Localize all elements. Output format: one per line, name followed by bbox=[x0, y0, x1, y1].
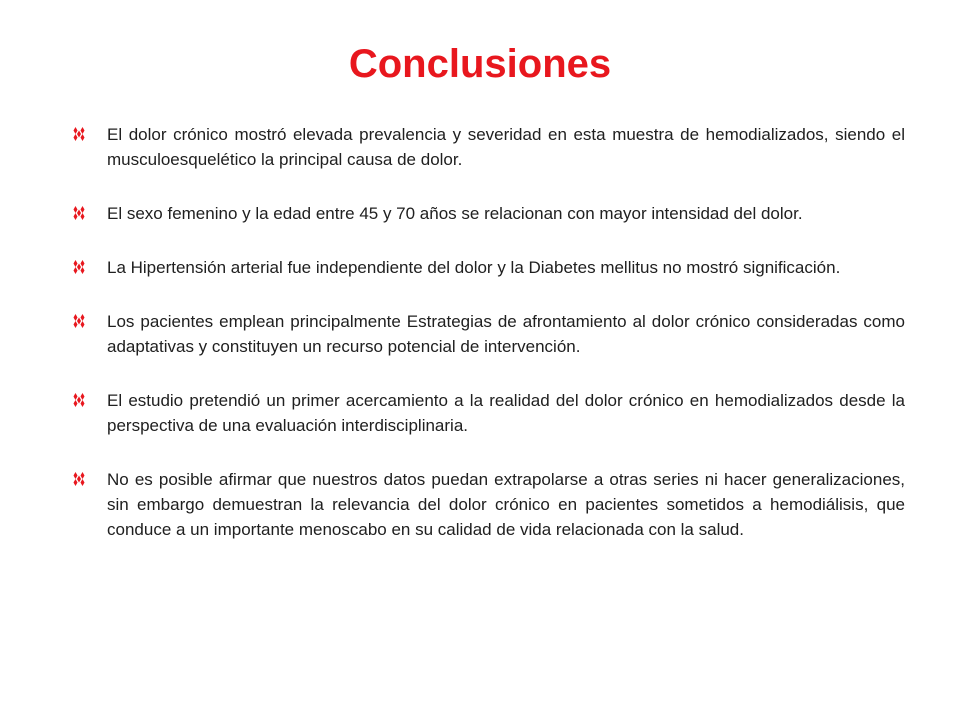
bullet-text: El sexo femenino y la edad entre 45 y 70 años se relacionan con mayor intensidad del dolor. bbox=[107, 204, 803, 223]
bullet-text: El dolor crónico mostró elevada prevalencia y severidad en esta muestra de hemodializados, siendo el musculoesquelético la principal causa de dolor. bbox=[107, 125, 905, 169]
diamond-four-icon bbox=[72, 314, 92, 328]
slide-title: Conclusiones bbox=[348, 42, 612, 86]
diamond-four-icon bbox=[72, 206, 92, 220]
bullet-text: Los pacientes emplean principalmente Estrategias de afrontamiento al dolor crónico consideradas como adaptativas y constituyen un recurso potencial de intervención. bbox=[107, 312, 905, 356]
diamond-four-icon bbox=[72, 127, 92, 141]
list-item bbox=[70, 309, 905, 359]
bullet-text: El estudio pretendió un primer acercamiento a la realidad del dolor crónico en hemodializados desde la perspectiva de una evaluación interdisciplinaria. bbox=[107, 391, 905, 435]
diamond-four-icon bbox=[72, 393, 92, 407]
diamond-four-icon bbox=[72, 472, 92, 486]
list-item bbox=[70, 201, 905, 226]
bullet-text: La Hipertensión arterial fue independiente del dolor y la Diabetes mellitus no mostró significación. bbox=[107, 258, 841, 277]
list-item bbox=[70, 467, 905, 542]
diamond-four-icon bbox=[72, 260, 92, 274]
list-item bbox=[70, 388, 905, 438]
list-item bbox=[70, 255, 905, 280]
bullet-text: No es posible afirmar que nuestros datos puedan extrapolarse a otras series ni hacer generalizaciones, sin embargo demuestran la relevancia del dolor crónico en pacientes sometidos a hemodiálisis, que conduce a un importante menoscabo en su calidad de vida relacionada con la salud. bbox=[107, 470, 905, 539]
list-item bbox=[70, 122, 905, 172]
conclusions-list bbox=[70, 122, 905, 571]
